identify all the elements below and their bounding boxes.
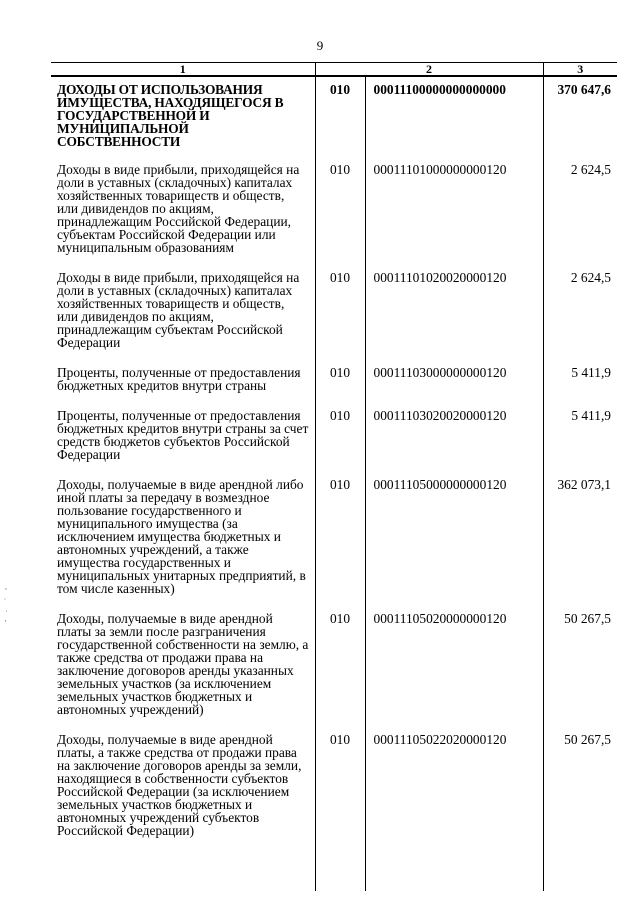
row-name: Доходы в виде прибыли, приходящейся на доли в уставных (складочных) капиталах хозяйственных товариществ и обществ, или дивидендов по акциям, принадлежащим Российской Федерации, субъектам Российской Федерации или муниципальным образованиям — [57, 162, 300, 255]
table-tail-row — [51, 851, 617, 891]
column-header-3: 3 — [543, 63, 617, 77]
row-kbk-code: 00011101000000000120 — [365, 160, 543, 268]
row-admin-code: 010 — [315, 268, 365, 363]
row-admin-code: 010 — [315, 406, 365, 475]
scan-noise-marks — [3, 585, 9, 625]
table-row — [51, 406, 617, 475]
row-sum: 5 411,9 — [543, 406, 617, 475]
row-kbk-code: 00011100000000000000 — [365, 76, 543, 160]
row-admin-code: 010 — [315, 160, 365, 268]
row-kbk-code: 00011101020020000120 — [365, 268, 543, 363]
row-name: Доходы в виде прибыли, приходящейся на доли в уставных (складочных) капиталах хозяйственных товариществ и обществ, или дивидендов по акциям, принадлежащим субъектам Российской Федерации — [57, 270, 300, 350]
table-row — [51, 268, 617, 363]
row-name: Доходы, получаемые в виде арендной либо иной платы за передачу в возмездное пользование государственного и муниципального имущества (за исключением имущества бюджетных и автономных учреждений, а также имущества государственных и муниципальных унитарных предприятий, в том числе казенных) — [57, 477, 306, 596]
column-header-2: 2 — [315, 63, 543, 77]
row-name: ДОХОДЫ ОТ ИСПОЛЬЗОВАНИЯ ИМУЩЕСТВА, НАХОДЯЩЕГОСЯ В ГОСУДАРСТВЕННОЙ И МУНИЦИПАЛЬНОЙ СОБСТВЕННОСТИ — [57, 82, 284, 149]
table-row — [51, 475, 617, 609]
row-sum: 5 411,9 — [543, 363, 617, 406]
column-number-row — [51, 63, 617, 77]
income-table-container — [51, 62, 617, 891]
row-kbk-code: 00011105000000000120 — [365, 475, 543, 609]
table-row — [51, 160, 617, 268]
row-sum: 2 624,5 — [543, 268, 617, 363]
income-table — [51, 62, 617, 891]
row-sum: 2 624,5 — [543, 160, 617, 268]
row-name: Доходы, получаемые в виде арендной платы, а также средства от продажи права на заключение договоров аренды за земли, находящиеся в собственности субъектов Российской Федерации (за исключением земельных участков бюджетных и автономных учреждений субъектов Российской Федерации) — [57, 732, 302, 838]
row-sum: 50 267,5 — [543, 730, 617, 851]
row-kbk-code: 00011105022020000120 — [365, 730, 543, 851]
row-kbk-code: 00011103020020000120 — [365, 406, 543, 475]
column-header-1: 1 — [51, 63, 315, 77]
row-admin-code: 010 — [315, 609, 365, 730]
row-name: Проценты, полученные от предоставления бюджетных кредитов внутри страны — [57, 365, 301, 393]
row-kbk-code: 00011103000000000120 — [365, 363, 543, 406]
row-sum: 362 073,1 — [543, 475, 617, 609]
page-number: 9 — [316, 38, 324, 53]
table-row — [51, 363, 617, 406]
row-kbk-code: 00011105020000000120 — [365, 609, 543, 730]
row-sum: 50 267,5 — [543, 609, 617, 730]
row-name: Проценты, полученные от предоставления бюджетных кредитов внутри страны за счет средств бюджетов субъектов Российской Федерации — [57, 408, 309, 462]
table-row — [51, 730, 617, 851]
row-admin-code: 010 — [315, 475, 365, 609]
table-row — [51, 609, 617, 730]
row-admin-code: 010 — [315, 730, 365, 851]
table-row — [51, 76, 617, 160]
row-admin-code: 010 — [315, 76, 365, 160]
row-admin-code: 010 — [315, 363, 365, 406]
row-sum: 370 647,6 — [543, 76, 617, 160]
row-name: Доходы, получаемые в виде арендной платы за земли после разграничения государственной собственности на землю, а также средства от продажи права на заключение договоров аренды указанных земельных участков (за исключением земельных участков бюджетных и автономных учреждений) — [57, 611, 309, 717]
